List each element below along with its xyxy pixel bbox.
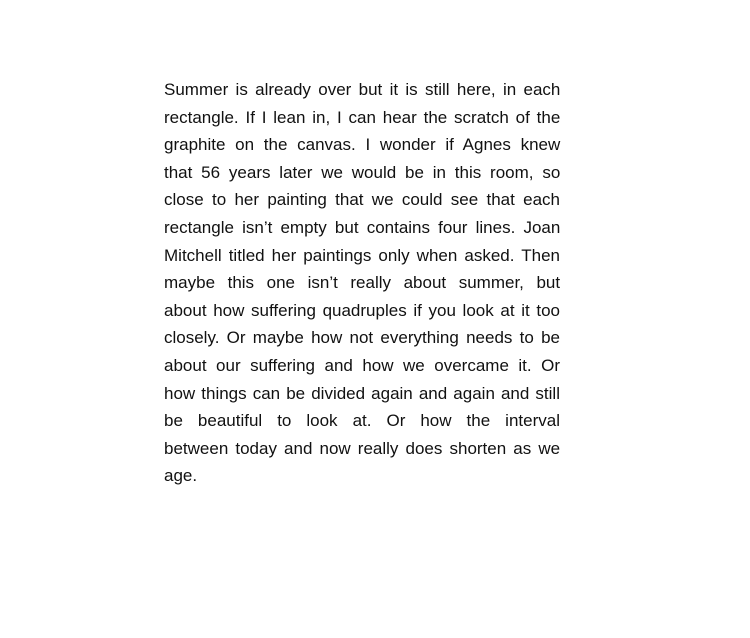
paragraph-line: Mitchell titled her paintings only when asked. Then: [164, 245, 560, 265]
paragraph-line: maybe this one isn’t really about summer, but: [164, 273, 561, 293]
body-paragraph: [164, 76, 560, 490]
paragraph-line: age.: [164, 466, 198, 486]
paragraph-line: rectangle. If I lean in, I can hear the scratch of the: [164, 107, 561, 127]
paragraph-line: graphite on the canvas. I wonder if Agnes knew: [164, 135, 561, 155]
paragraph-line: about how suffering quadruples if you look at it too: [164, 300, 560, 320]
paragraph-line: close to her painting that we could see that each: [164, 190, 560, 210]
paragraph-line: about our suffering and how we overcame it. Or: [164, 355, 560, 375]
paragraph-line: rectangle isn’t empty but contains four lines. Joan: [164, 217, 561, 237]
paragraph-line: be beautiful to look at. Or how the interval: [164, 411, 560, 431]
paragraph-line: between today and now really does shorten as we: [164, 438, 561, 458]
paragraph-line: how things can be divided again and again and still: [164, 383, 560, 403]
paragraph-line: Summer is already over but it is still here, in each: [164, 80, 561, 99]
paragraph-line: that 56 years later we would be in this room, so: [164, 162, 561, 182]
paragraph-line: closely. Or maybe how not everything needs to be: [164, 328, 560, 348]
